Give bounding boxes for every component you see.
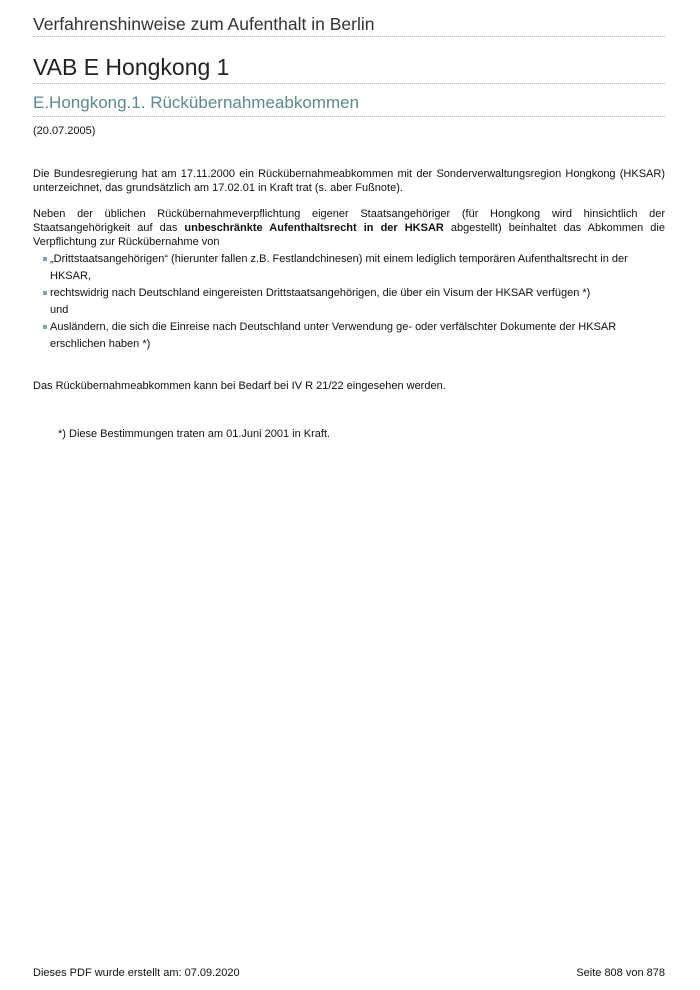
obligation-list <box>43 251 663 353</box>
header-title: Verfahrenshinweise zum Aufenthalt in Berlin <box>33 14 375 34</box>
list-item-continuation: und <box>50 304 69 316</box>
paragraph-availability: Das Rückübernahmeabkommen kann bei Bedarf bei IV R 21/22 eingesehen werden. <box>33 380 446 392</box>
square-bullet-icon <box>43 325 47 329</box>
paragraph-obligation-text-1: Neben der üblichen Rückübernahmeverpflichtung eigener Staatsangehöriger (für Hongkong wird hinsichtlich der Staatsangehörigkeit auf das <box>33 208 665 234</box>
document-title: VAB E Hongkong 1 <box>33 54 230 80</box>
paragraph-agreement: Die Bundesregierung hat am 17.11.2000 ein Rückübernahmeabkommen mit der Sonderverwaltungsregion Hongkong (HKSAR) unterzeichnet, das grundsätzlich am 17.02.01 in Kraft trat (s. aber Fußnote). <box>33 168 665 194</box>
list-item-text: rechtswidrig nach Deutschland eingereisten Drittstaatsangehörigen, die über ein Visum der HKSAR verfügen *) <box>50 287 591 299</box>
paragraph-obligation <box>33 207 665 249</box>
section-divider <box>33 116 665 117</box>
document-date: (20.07.2005) <box>33 125 96 137</box>
list-item <box>43 319 663 353</box>
square-bullet-icon <box>43 257 47 261</box>
list-item <box>43 251 663 285</box>
footer-page-number: Seite 808 von 878 <box>576 967 665 979</box>
square-bullet-icon <box>43 291 47 295</box>
list-item <box>43 285 663 319</box>
paragraph-obligation-text-2: abgestellt) beinhaltet das Abkommen die Verpflichtung zur Rückübernahme von <box>33 222 665 248</box>
footnote: *) Diese Bestimmungen traten am 01.Juni 2001 in Kraft. <box>58 428 331 440</box>
paragraph-obligation-bold: unbeschränkte Aufenthaltsrecht in der HKSAR <box>184 222 444 234</box>
list-item-text: Ausländern, die sich die Einreise nach Deutschland unter Verwendung ge- oder verfälschter Dokumente der HKSAR erschlichen haben *) <box>50 321 617 350</box>
footer-created-date: Dieses PDF wurde erstellt am: 07.09.2020 <box>33 967 240 979</box>
title-divider <box>33 83 665 84</box>
list-item-text: „Drittstaatsangehörigen“ (hierunter fallen z.B. Festlandchinesen) mit einem lediglich temporären Aufenthaltsrecht in der HKSAR, <box>50 253 628 282</box>
header-divider <box>33 36 665 37</box>
section-title: E.Hongkong.1. Rückübernahmeabkommen <box>33 93 360 112</box>
document-page <box>33 0 665 990</box>
